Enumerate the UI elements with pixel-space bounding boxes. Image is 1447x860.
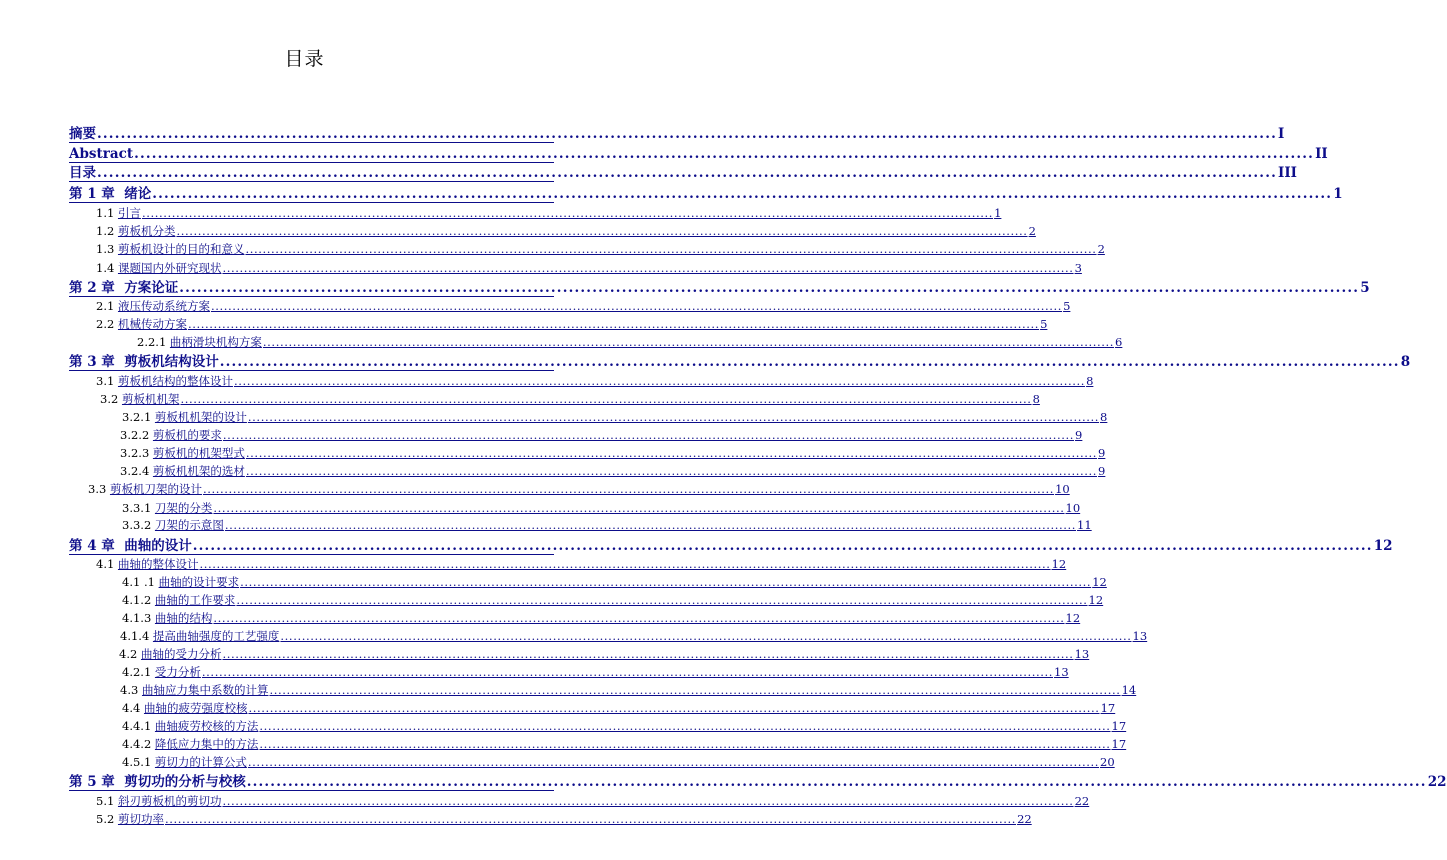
toc-entry-label xyxy=(120,465,245,479)
toc-leader-dots: ........................................................................................................................................................................................................ xyxy=(176,224,1028,238)
toc-leader-dots: ........................................................................................................................................................................................................ xyxy=(259,719,1111,733)
page-title: 目录 xyxy=(284,48,325,70)
toc-page-number: 22 xyxy=(1017,812,1032,826)
toc-leader-dots: ........................................................................................................................................................................................................ xyxy=(152,186,1333,202)
toc-leader-dots: ........................................................................................................................................................................................................ xyxy=(97,126,1277,142)
toc-entry-number: 4.1 .1 xyxy=(122,575,155,589)
toc-chapter-entry[interactable] xyxy=(69,165,1297,182)
toc-leader-dots: ........................................................................................................................................................................................................ xyxy=(222,794,1074,808)
toc-entry-text: 刀架的分类 xyxy=(154,501,213,515)
toc-entry-text: 目录 xyxy=(69,165,96,181)
toc-leader-dots: ........................................................................................................................................................................................................ xyxy=(240,575,1092,589)
toc-entry-text: 摘要 xyxy=(69,126,96,142)
toc-section-entry[interactable] xyxy=(96,299,1071,314)
toc-section-entry[interactable] xyxy=(137,335,1123,350)
toc-page-number: II xyxy=(1315,146,1328,162)
toc-section-entry[interactable] xyxy=(122,665,1069,680)
toc-entry-text: 剪板机机架 xyxy=(121,392,180,406)
toc-page-number: 22 xyxy=(1427,774,1447,790)
toc-entry-text: 曲轴的疲劳强度校核 xyxy=(143,701,248,715)
toc-page-number: 2 xyxy=(1097,242,1105,256)
toc-entry-text: 剪切功率 xyxy=(117,812,164,826)
toc-section-entry[interactable] xyxy=(122,518,1092,533)
toc-entry-number: 3.2.4 xyxy=(120,464,150,478)
toc-entry-label xyxy=(120,429,222,443)
toc-entry-number: 3.2.2 xyxy=(120,428,150,442)
toc-leader-dots: ........................................................................................................................................................................................................ xyxy=(210,299,1063,313)
toc-entry-text: 剪板机刀架的设计 xyxy=(109,482,202,496)
toc-entry-text: 剪板机机架的选材 xyxy=(152,464,245,478)
toc-section-entry[interactable] xyxy=(96,242,1105,257)
toc-entry-number: 2.2.1 xyxy=(137,335,167,349)
toc-leader-dots: ........................................................................................................................................................................................................ xyxy=(141,206,994,220)
toc-page-number: 10 xyxy=(1055,482,1070,496)
toc-entry-label xyxy=(96,300,210,314)
toc-page-number: 22 xyxy=(1074,794,1090,808)
toc-entry-label xyxy=(119,648,221,662)
toc-entry-label xyxy=(120,630,279,644)
toc-page-number: 17 xyxy=(1111,719,1127,733)
toc-entry-label xyxy=(96,318,187,332)
toc-entry-text: 曲轴的设计要求 xyxy=(158,575,240,589)
toc-entry-text: 方案论证 xyxy=(124,280,179,296)
toc-entry-number: 4.4.1 xyxy=(122,719,152,733)
toc-section-entry[interactable] xyxy=(96,812,1032,827)
toc-section-entry[interactable] xyxy=(120,464,1106,479)
toc-leader-dots: ........................................................................................................................................................................................................ xyxy=(222,428,1075,442)
toc-leader-dots: ........................................................................................................................................................................................................ xyxy=(247,410,1100,424)
toc-page-number: 9 xyxy=(1075,428,1083,442)
toc-entry-number: 3.2.3 xyxy=(120,446,150,460)
toc-leader-dots: ........................................................................................................................................................................................................ xyxy=(245,464,1098,478)
toc-entry-number: 2.1 xyxy=(96,299,115,313)
toc-chapter-entry[interactable] xyxy=(69,354,1411,371)
toc-entry-text: 受力分析 xyxy=(154,665,201,679)
toc-entry-number: 1.2 xyxy=(96,224,115,238)
toc-section-entry[interactable] xyxy=(122,611,1081,626)
toc-section-entry[interactable] xyxy=(122,501,1081,516)
toc-leader-dots: ........................................................................................................................................................................................................ xyxy=(262,335,1115,349)
toc-entry-label xyxy=(88,483,202,497)
toc-leader-dots: ........................................................................................................................................................................................................ xyxy=(236,593,1088,607)
toc-page-number: 12 xyxy=(1092,575,1107,589)
toc-entry-text: 剪板机机架的设计 xyxy=(154,410,247,424)
toc-entry-number: 3.2.1 xyxy=(122,410,152,424)
toc-entry-text: 剪切功的分析与校核 xyxy=(124,774,246,790)
toc-section-entry[interactable] xyxy=(96,317,1048,332)
toc-leader-dots: ........................................................................................................................................................................................................ xyxy=(97,165,1277,181)
toc-section-entry[interactable] xyxy=(122,719,1127,734)
toc-entry-number: 4.1 xyxy=(96,557,115,571)
toc-leader-dots: ........................................................................................................................................................................................................ xyxy=(245,446,1098,460)
toc-page-number: 1 xyxy=(994,206,1002,220)
toc-section-entry[interactable] xyxy=(120,428,1083,443)
toc-entry-text: 液压传动系统方案 xyxy=(117,299,210,313)
toc-leader-dots: ........................................................................................................................................................................................................ xyxy=(269,683,1121,697)
toc-chapter-entry[interactable] xyxy=(69,186,1343,203)
toc-entry-label xyxy=(69,280,178,296)
toc-entry-text: 曲轴的受力分析 xyxy=(140,647,222,661)
toc-leader-dots: ........................................................................................................................................................................................................ xyxy=(199,557,1051,571)
toc-page-number: 8 xyxy=(1400,354,1411,370)
toc-entry-text: 剪板机结构设计 xyxy=(124,354,219,370)
toc-entry-number: 1.1 xyxy=(96,206,115,220)
toc-page-number: 2 xyxy=(1028,224,1036,238)
toc-entry-number: 1.4 xyxy=(96,261,115,275)
toc-entry-label xyxy=(96,558,198,572)
toc-entry-text: 降低应力集中的方法 xyxy=(154,737,259,751)
toc-leader-dots: ........................................................................................................................................................................................................ xyxy=(180,392,1032,406)
toc-entry-text: 机械传动方案 xyxy=(117,317,187,331)
toc-leader-dots: ........................................................................................................................................................................................................ xyxy=(280,629,1132,643)
toc-leader-dots: ........................................................................................................................................................................................................ xyxy=(213,611,1065,625)
toc-section-entry[interactable] xyxy=(122,737,1127,752)
toc-entry-number: 4.1.4 xyxy=(120,629,150,643)
toc-entry-number: 3.3.1 xyxy=(122,501,152,515)
toc-page-number: 8 xyxy=(1032,392,1040,406)
toc-section-entry[interactable] xyxy=(120,629,1148,644)
toc-entry-number: 5.2 xyxy=(96,812,115,826)
toc-entry-label xyxy=(122,576,239,590)
toc-leader-dots: ........................................................................................................................................................................................................ xyxy=(248,701,1100,715)
toc-section-entry[interactable] xyxy=(96,794,1090,809)
toc-leader-dots: ........................................................................................................................................................................................................ xyxy=(259,737,1111,751)
toc-entry-number: 4.2 xyxy=(119,647,138,661)
toc-page-number: 5 xyxy=(1063,299,1071,313)
toc-entry-label xyxy=(122,738,258,752)
toc-entry-label xyxy=(69,186,151,202)
toc-entry-text: 剪板机的机架型式 xyxy=(152,446,245,460)
toc-page-number: 20 xyxy=(1100,755,1115,769)
toc-entry-label xyxy=(69,354,219,370)
toc-leader-dots: ........................................................................................................................................................................................................ xyxy=(247,755,1100,769)
toc-entry-number: 第 3 章 xyxy=(69,354,115,370)
toc-page-number: 8 xyxy=(1100,410,1108,424)
toc-chapter-entry[interactable] xyxy=(69,774,1447,791)
toc-page-number: 3 xyxy=(1074,261,1082,275)
toc-page-number: 9 xyxy=(1098,446,1106,460)
toc-section-entry[interactable] xyxy=(122,701,1116,716)
toc-section-entry[interactable] xyxy=(96,224,1036,239)
toc-page-number: I xyxy=(1278,126,1285,142)
toc-entry-label xyxy=(122,666,201,680)
toc-entry-number: 3.1 xyxy=(96,374,115,388)
toc-entry-number: 第 5 章 xyxy=(69,774,115,790)
toc-page-number: 12 xyxy=(1373,538,1393,554)
toc-entry-label xyxy=(69,146,133,162)
toc-entry-number: 4.1.3 xyxy=(122,611,152,625)
toc-section-entry[interactable] xyxy=(122,593,1104,608)
toc-section-entry[interactable] xyxy=(88,482,1070,497)
toc-page-number: 1 xyxy=(1333,186,1343,202)
toc-entry-number: 3.2 xyxy=(100,392,119,406)
toc-entry-text: 剪切力的计算公式 xyxy=(154,755,247,769)
toc-entry-number: 5.1 xyxy=(96,794,115,808)
toc-leader-dots: ........................................................................................................................................................................................................ xyxy=(201,665,1054,679)
toc-entry-text: 课题国内外研究现状 xyxy=(117,261,222,275)
toc-section-entry[interactable] xyxy=(100,392,1040,407)
toc-entry-number: 4.1.2 xyxy=(122,593,152,607)
toc-entry-text: 剪板机的要求 xyxy=(152,428,222,442)
toc-entry-label xyxy=(122,519,224,533)
toc-entry-number: 4.4 xyxy=(122,701,141,715)
toc-entry-text: 剪板机分类 xyxy=(117,224,176,238)
toc-entry-label xyxy=(96,225,175,239)
toc-section-entry[interactable] xyxy=(120,446,1106,461)
toc-leader-dots: ........................................................................................................................................................................................................ xyxy=(164,812,1017,826)
toc-entry-number: 3.3 xyxy=(88,482,107,496)
toc-page-number: 11 xyxy=(1077,518,1092,532)
toc-section-entry[interactable] xyxy=(120,683,1137,698)
toc-page-number: 12 xyxy=(1088,593,1104,607)
toc-entry-number: 4.3 xyxy=(120,683,139,697)
toc-leader-dots: ........................................................................................................................................................................................................ xyxy=(245,242,1097,256)
toc-entry-text: 引言 xyxy=(117,206,141,220)
toc-leader-dots: ........................................................................................................................................................................................................ xyxy=(224,518,1077,532)
toc-section-entry[interactable] xyxy=(96,206,1002,221)
toc-entry-label xyxy=(69,126,96,142)
toc-entry-text: 曲柄滑块机构方案 xyxy=(169,335,262,349)
toc-leader-dots: ........................................................................................................................................................................................................ xyxy=(233,374,1086,388)
toc-entry-label xyxy=(122,702,247,716)
toc-entry-label xyxy=(122,756,247,770)
toc-page-number: 12 xyxy=(1051,557,1067,571)
toc-chapter-entry[interactable] xyxy=(69,126,1285,143)
toc-entry-label xyxy=(100,393,179,407)
toc-leader-dots: ........................................................................................................................................................................................................ xyxy=(219,354,1400,370)
toc-page-number: 5 xyxy=(1040,317,1048,331)
toc-leader-dots: ........................................................................................................................................................................................................ xyxy=(246,774,1427,790)
toc-leader-dots: ........................................................................................................................................................................................................ xyxy=(222,647,1074,661)
toc-entry-text: 提高曲轴强度的工艺强度 xyxy=(152,629,280,643)
toc-entry-label xyxy=(122,612,212,626)
toc-entry-number: 4.4.2 xyxy=(122,737,152,751)
toc-entry-number: 2.2 xyxy=(96,317,115,331)
toc-entry-text: 曲轴疲劳校核的方法 xyxy=(154,719,259,733)
toc-entry-label xyxy=(96,813,164,827)
toc-entry-number: 4.2.1 xyxy=(122,665,152,679)
toc-entry-text: 曲轴应力集中系数的计算 xyxy=(141,683,269,697)
toc-leader-dots: ........................................................................................................................................................................................................ xyxy=(134,146,1315,162)
toc-entry-number: 第 4 章 xyxy=(69,538,115,554)
toc-entry-label xyxy=(69,165,96,181)
toc-page-number: 17 xyxy=(1100,701,1116,715)
toc-leader-dots: ........................................................................................................................................................................................................ xyxy=(222,261,1074,275)
toc-page-number: 13 xyxy=(1074,647,1090,661)
toc-page-number: 5 xyxy=(1360,280,1370,296)
toc-page-number: 10 xyxy=(1065,501,1081,515)
toc-section-entry[interactable] xyxy=(96,374,1094,389)
toc-page-number: 14 xyxy=(1121,683,1137,697)
toc-entry-text: 曲轴的整体设计 xyxy=(117,557,199,571)
toc-section-entry[interactable] xyxy=(122,575,1107,590)
toc-chapter-entry[interactable] xyxy=(69,538,1393,555)
toc-section-entry[interactable] xyxy=(119,647,1090,662)
toc-page-number: 8 xyxy=(1086,374,1094,388)
toc-leader-dots: ........................................................................................................................................................................................................ xyxy=(213,501,1065,515)
toc-entry-label xyxy=(96,795,221,809)
toc-leader-dots: ........................................................................................................................................................................................................ xyxy=(187,317,1040,331)
toc-entry-label xyxy=(96,262,221,276)
toc-entry-label xyxy=(96,207,141,221)
toc-entry-label xyxy=(96,375,233,389)
toc-chapter-entry[interactable] xyxy=(69,280,1370,297)
toc-entry-number: 3.3.2 xyxy=(122,518,152,532)
toc-section-entry[interactable] xyxy=(96,261,1082,276)
toc-entry-text: 曲轴的工作要求 xyxy=(154,593,236,607)
toc-entry-text: 剪板机设计的目的和意义 xyxy=(117,242,245,256)
toc-entry-number: 4.5.1 xyxy=(122,755,152,769)
toc-entry-label xyxy=(96,243,244,257)
toc-entry-label xyxy=(69,774,246,790)
toc-page-number: 6 xyxy=(1115,335,1123,349)
toc-leader-dots: ........................................................................................................................................................................................................ xyxy=(179,280,1360,296)
toc-section-entry[interactable] xyxy=(122,755,1115,770)
toc-section-entry[interactable] xyxy=(122,410,1108,425)
toc-leader-dots: ........................................................................................................................................................................................................ xyxy=(202,482,1055,496)
toc-entry-text: 斜刃剪板机的剪切功 xyxy=(117,794,222,808)
toc-leader-dots: ........................................................................................................................................................................................................ xyxy=(192,538,1373,554)
toc-entry-label xyxy=(122,411,247,425)
toc-entry-text: 曲轴的设计 xyxy=(124,538,192,554)
toc-page-number: 9 xyxy=(1098,464,1106,478)
toc-page-number: 17 xyxy=(1111,737,1127,751)
toc-entry-label xyxy=(122,594,235,608)
toc-chapter-entry[interactable] xyxy=(69,146,1328,163)
toc-page-number: 12 xyxy=(1065,611,1081,625)
toc-entry-number: 第 2 章 xyxy=(69,280,115,296)
toc-section-entry[interactable] xyxy=(96,557,1067,572)
toc-entry-text: Abstract xyxy=(69,146,134,162)
toc-entry-text: 刀架的示意图 xyxy=(154,518,224,532)
toc-entry-text: 绪论 xyxy=(124,186,152,202)
toc-entry-number: 第 1 章 xyxy=(69,186,115,202)
toc-entry-label xyxy=(122,502,212,516)
toc-entry-text: 曲轴的结构 xyxy=(154,611,213,625)
toc-entry-text: 剪板机结构的整体设计 xyxy=(117,374,233,388)
toc-page-number: 13 xyxy=(1132,629,1148,643)
toc-entry-label xyxy=(69,538,192,554)
toc-entry-label xyxy=(120,447,245,461)
toc-page-number: 13 xyxy=(1054,665,1069,679)
toc-entry-label xyxy=(137,336,262,350)
toc-entry-label xyxy=(122,720,258,734)
toc-entry-number: 1.3 xyxy=(96,242,115,256)
toc-page-number: III xyxy=(1278,165,1297,181)
toc-entry-label xyxy=(120,684,268,698)
